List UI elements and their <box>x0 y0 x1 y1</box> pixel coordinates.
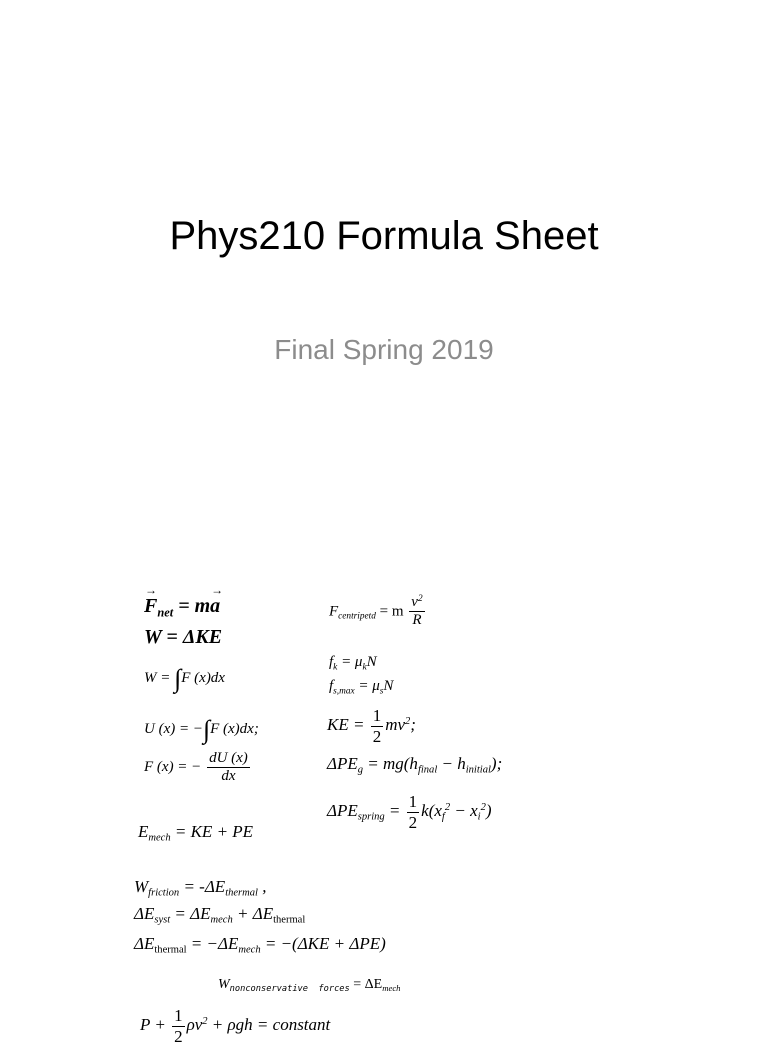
work-integral-lhs: W = <box>144 670 171 686</box>
ke-tail: ; <box>410 714 416 734</box>
mechanical-energy <box>138 823 253 844</box>
integral-sign: ∫ <box>202 715 211 744</box>
nc-sub: nonconservative forces <box>229 984 350 995</box>
se-lhs: ΔE <box>134 904 155 923</box>
gpe-tail: ); <box>490 754 503 773</box>
normal-force: N <box>383 678 394 694</box>
gpe-sub-final: final <box>417 764 438 776</box>
frac-den: R <box>412 612 422 629</box>
work-integral <box>144 666 225 692</box>
mu-sub: k <box>362 662 367 673</box>
force-from-potential <box>144 750 252 786</box>
frac-num: v <box>411 594 418 611</box>
friction-f: f <box>329 678 334 694</box>
bern-p: P + <box>140 1014 166 1034</box>
nc-sub2: mech <box>382 983 401 994</box>
frac-den: 2 <box>174 1026 183 1046</box>
se-sub1: mech <box>210 914 233 926</box>
se-sub: syst <box>154 914 171 926</box>
frac-num: 1 <box>174 1006 183 1025</box>
page-subtitle: Final Spring 2019 <box>274 334 494 365</box>
spe-eq: = <box>388 800 401 820</box>
frac-sup: 2 <box>417 594 423 604</box>
gravitational-pe <box>327 755 502 776</box>
potential-energy-integral <box>144 717 259 743</box>
fw-w: W <box>134 877 149 896</box>
gpe-lhs: ΔPE <box>327 754 358 773</box>
derivative-fraction <box>207 750 250 786</box>
friction-eq: = μ <box>358 678 380 694</box>
spe-mid: − x <box>450 800 478 820</box>
nc-w: W <box>218 977 230 992</box>
vector-f: → F <box>144 596 157 616</box>
half-fraction <box>407 792 420 832</box>
se-sub2: thermal <box>273 914 306 926</box>
system-energy <box>134 905 305 926</box>
friction-sub: k <box>333 662 338 673</box>
gpe-mid: − h <box>437 754 466 773</box>
spe-lhs: ΔPE <box>327 800 358 820</box>
work-integral-rhs: F (x)dx <box>181 670 225 686</box>
spe-sub-f: f <box>441 811 445 823</box>
emech-rhs: = KE + PE <box>174 822 254 841</box>
spe-k: k(x <box>421 800 442 820</box>
ke-lhs: KE = <box>327 714 365 734</box>
emech-lhs: E <box>138 822 149 841</box>
friction-eq: = μ <box>341 654 363 670</box>
nonconservative-work <box>218 978 401 994</box>
centripetal-lhs: F <box>329 603 339 620</box>
bernoulli-equation <box>140 1006 330 1046</box>
bern-sup: 2 <box>202 1016 208 1028</box>
bern-tail: + ρgh = constant <box>207 1014 331 1034</box>
spe-sub: spring <box>357 811 385 823</box>
spe-sub-i: i <box>477 811 481 823</box>
spe-tail: ) <box>485 800 492 820</box>
page-title: Phys210 Formula Sheet <box>169 214 599 258</box>
ke-rhs: mv <box>385 714 406 734</box>
spe-sup-f: 2 <box>444 802 451 814</box>
frac-num: 1 <box>408 792 418 811</box>
mu-sub: s <box>379 686 384 697</box>
work-energy-text: W = ΔKE <box>144 626 223 648</box>
te-tail: = −(ΔKE + ΔPE) <box>260 934 386 953</box>
centripetal-force <box>329 594 427 630</box>
friction-work <box>134 878 266 899</box>
kinetic-friction <box>329 655 377 673</box>
nc-rhs: = ΔE <box>349 977 383 992</box>
gpe-sub-initial: initial <box>465 764 491 776</box>
gpe-eq: = mg(h <box>367 754 418 773</box>
te-lhs: ΔE <box>134 934 155 953</box>
frac-num: 1 <box>372 706 382 725</box>
gpe-sub: g <box>357 764 364 776</box>
half-fraction <box>172 1006 185 1046</box>
se-mid: + ΔE <box>232 904 274 923</box>
spe-sup-i: 2 <box>480 802 486 814</box>
kinetic-energy <box>327 706 416 746</box>
te-sub: thermal <box>154 944 187 956</box>
newton-second-law <box>144 596 220 619</box>
frac-num: dU (x) <box>207 750 250 768</box>
bern-rhs: ρv <box>186 1014 203 1034</box>
friction-sub: s,max <box>333 686 355 697</box>
fw-tail: , <box>257 877 267 896</box>
centripetal-fraction <box>409 594 424 630</box>
force-lhs: F (x) = − <box>144 759 202 776</box>
thermal-energy <box>134 935 386 956</box>
frac-den: 2 <box>372 726 382 746</box>
ke-sup: 2 <box>405 716 411 728</box>
potential-lhs: U (x) = − <box>144 721 203 737</box>
potential-rhs: F (x)dx; <box>210 721 259 737</box>
friction-f: f <box>329 654 334 670</box>
net-subscript: net <box>157 605 174 620</box>
normal-force: N <box>366 654 377 670</box>
fw-esub: thermal <box>225 887 258 899</box>
fw-sub: friction <box>148 887 180 899</box>
frac-den: 2 <box>408 812 418 832</box>
centripetal-eq: = m <box>379 603 404 620</box>
frac-den: dx <box>221 768 236 785</box>
te-sub1: mech <box>238 944 261 956</box>
te-eq: = −ΔE <box>186 934 239 953</box>
centripetal-subscript: centripetd <box>338 611 376 622</box>
vector-a: → a <box>210 596 220 616</box>
spring-pe <box>327 792 492 832</box>
work-energy-theorem <box>144 627 222 647</box>
integral-sign: ∫ <box>174 664 182 693</box>
half-fraction <box>371 706 384 746</box>
newton-rhs: = m <box>178 595 211 617</box>
se-eq: = ΔE <box>170 904 211 923</box>
emech-sub: mech <box>148 832 171 844</box>
static-friction <box>329 679 393 697</box>
fw-eq: = -ΔE <box>179 877 226 896</box>
